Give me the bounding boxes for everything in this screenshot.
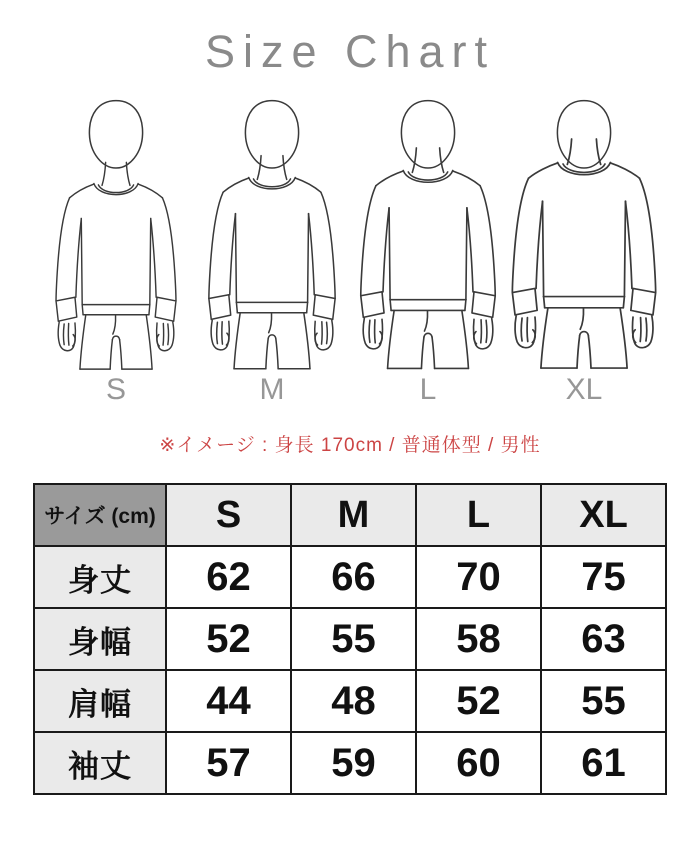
model-figure-s-illustration — [40, 94, 192, 374]
model-figure-m-illustration — [196, 94, 348, 374]
column-header-xl: XL — [541, 484, 666, 546]
value-body-width-l: 58 — [416, 608, 541, 670]
table-row-sleeve-length — [34, 732, 666, 794]
size-table — [33, 483, 667, 795]
value-body-length-xl: 75 — [541, 546, 666, 608]
figure-size-m — [194, 94, 350, 406]
figure-size-xl — [506, 94, 662, 406]
value-shoulder-width-m: 48 — [291, 670, 416, 732]
value-shoulder-width-l: 52 — [416, 670, 541, 732]
figure-label-m: M — [259, 373, 285, 406]
value-sleeve-length-xl: 61 — [541, 732, 666, 794]
value-body-width-m: 55 — [291, 608, 416, 670]
model-figure-l-illustration — [352, 94, 504, 374]
table-row-body-width — [34, 608, 666, 670]
value-shoulder-width-s: 44 — [166, 670, 291, 732]
figure-label-xl: XL — [565, 373, 603, 406]
value-body-length-m: 66 — [291, 546, 416, 608]
table-row-shoulder-width — [34, 670, 666, 732]
column-header-s: S — [166, 484, 291, 546]
figure-size-s — [38, 94, 194, 406]
figure-label-s: S — [105, 373, 126, 406]
value-sleeve-length-m: 59 — [291, 732, 416, 794]
row-label-shoulder-width: 肩幅 — [34, 670, 166, 732]
value-shoulder-width-xl: 55 — [541, 670, 666, 732]
column-header-l: L — [416, 484, 541, 546]
value-body-width-s: 52 — [166, 608, 291, 670]
figures-row — [0, 94, 700, 406]
row-label-body-width: 身幅 — [34, 608, 166, 670]
figure-size-l — [350, 94, 506, 406]
row-label-body-length: 身丈 — [34, 546, 166, 608]
column-header-m: M — [291, 484, 416, 546]
model-figure-xl-illustration — [508, 94, 660, 374]
value-sleeve-length-l: 60 — [416, 732, 541, 794]
value-body-length-s: 62 — [166, 546, 291, 608]
table-row-body-length — [34, 546, 666, 608]
value-body-width-xl: 63 — [541, 608, 666, 670]
value-sleeve-length-s: 57 — [166, 732, 291, 794]
figure-label-l: L — [419, 373, 437, 406]
size-table-corner-cell: サイズ (cm) — [34, 484, 166, 546]
page-title: Size Chart — [204, 26, 496, 77]
row-label-sleeve-length: 袖丈 — [34, 732, 166, 794]
model-spec-note: ※イメージ : 身長 170cm / 普通体型 / 男性 — [159, 435, 541, 456]
size-table-header-row — [34, 484, 666, 546]
value-body-length-l: 70 — [416, 546, 541, 608]
